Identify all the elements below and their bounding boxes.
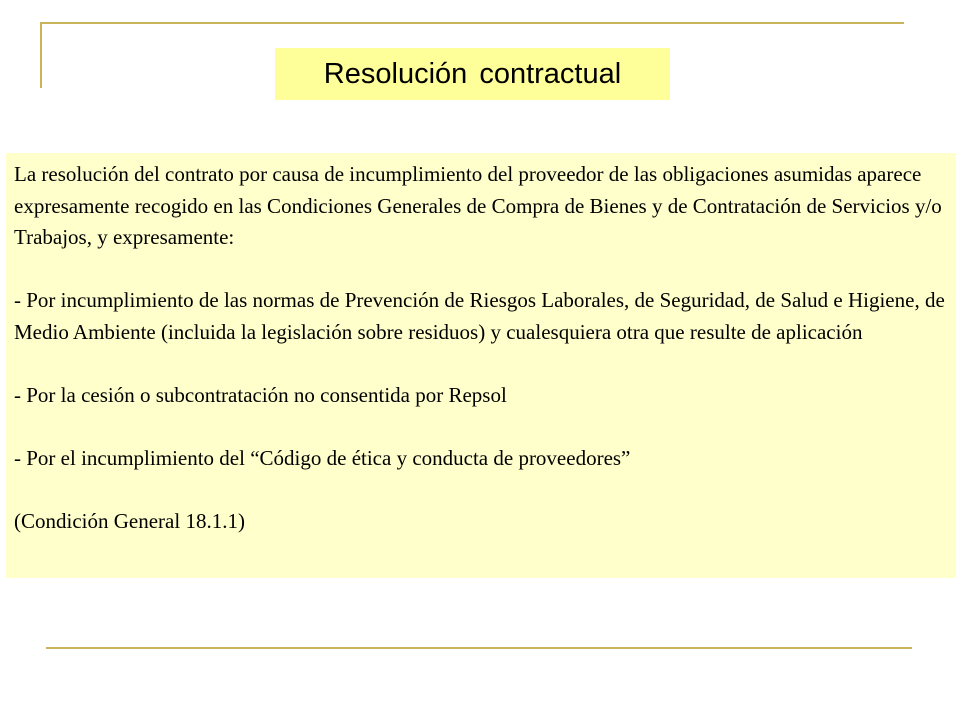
slide-title: Resolución contractual — [323, 57, 622, 90]
intro-paragraph: La resolución del contrato por causa de incumplimiento del proveedor de las obligaciones asumidas aparece expresamente recogido en las Condiciones Generales de Compra de Bienes y de Contratación de Servicios y/o Trabajos, y expresamente: — [14, 162, 942, 249]
paragraph-spacer — [14, 348, 956, 380]
bullet-prevention-rules: - Por incumplimiento de las normas de Prevención de Riesgos Laborales, de Seguridad, de Salud e Higiene, de Medio Ambiente (incluida la legislación sobre residuos) y cualesquiera otra que resulte de aplicación — [14, 288, 945, 344]
condition-reference: (Condición General 18.1.1) — [14, 508, 245, 533]
left-decorative-rule — [40, 22, 42, 88]
bullet-ethics-code: - Por el incumplimiento del “Código de ética y conducta de proveedores” — [14, 445, 631, 470]
slide-content-box — [6, 153, 956, 578]
bottom-decorative-rule — [46, 647, 912, 649]
slide-title-box — [275, 48, 670, 100]
paragraph-spacer — [14, 411, 956, 443]
paragraph-spacer — [14, 474, 956, 506]
bullet-subcontracting: - Por la cesión o subcontratación no consentida por Repsol — [14, 382, 507, 407]
paragraph-spacer — [14, 254, 956, 286]
top-decorative-rule — [40, 22, 904, 24]
